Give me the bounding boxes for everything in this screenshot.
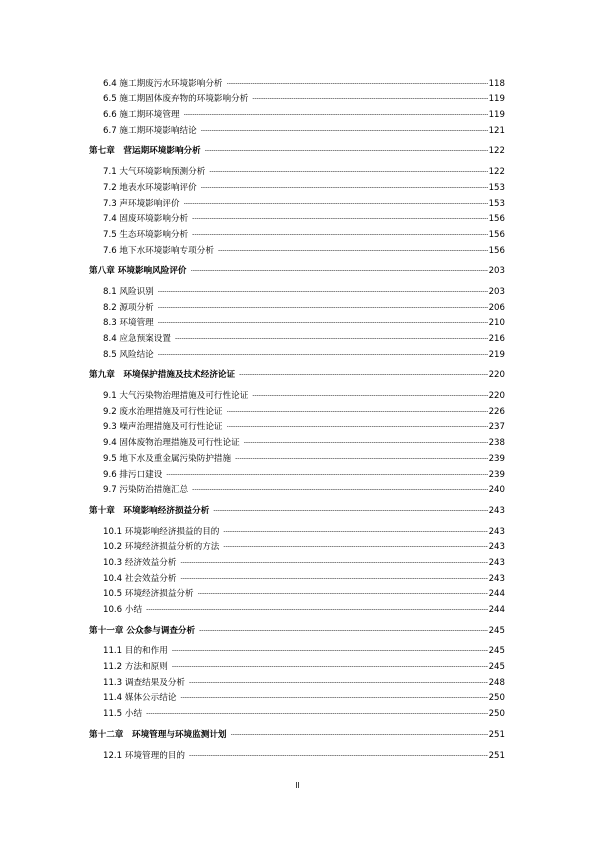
- toc-entry-page-number: 243: [488, 557, 505, 568]
- toc-entry-page-number: 244: [488, 589, 505, 600]
- toc-section-entry[interactable]: [89, 599, 505, 615]
- dot-leader: [192, 230, 487, 240]
- toc-entry-title: 第十章 环境影响经济损益分析: [89, 505, 210, 516]
- toc-entry-title: 8.3 环境管理: [103, 318, 154, 329]
- toc-entry-title: 9.5 地下水及重金属污染防护措施: [103, 453, 232, 464]
- toc-entry-title: 8.5 风险结论: [103, 349, 154, 360]
- toc-entry-title: 7.4 固废环境影响分析: [103, 214, 189, 225]
- toc-section-entry[interactable]: [89, 385, 505, 401]
- toc-entry-page-number: 251: [488, 750, 505, 761]
- dot-leader: [235, 454, 487, 464]
- toc-entry-page-number: 156: [488, 229, 505, 240]
- toc-entry-title: 9.1 大气污染物治理措施及可行性论证: [103, 391, 249, 402]
- toc-section-entry[interactable]: [89, 401, 505, 417]
- toc-entry-title: 8.2 源项分析: [103, 302, 154, 313]
- toc-entry-title: 9.3 噪声治理措施及可行性论证: [103, 422, 223, 433]
- toc-entry-title: 7.3 声环境影响评价: [103, 198, 180, 209]
- toc-entry-page-number: 156: [488, 245, 505, 256]
- dot-leader: [223, 542, 487, 552]
- toc-entry-title: 11.3 调查结果及分析: [103, 677, 186, 688]
- toc-entry-title: 8.1 风险识别: [103, 286, 154, 297]
- toc-section-entry[interactable]: [89, 240, 505, 256]
- toc-section-entry[interactable]: [89, 297, 505, 313]
- dot-leader: [201, 183, 488, 193]
- toc-section-entry[interactable]: [89, 161, 505, 177]
- toc-section-entry[interactable]: [89, 177, 505, 193]
- dot-leader: [231, 730, 488, 740]
- dot-leader: [239, 370, 487, 380]
- toc-chapter-entry[interactable]: [89, 500, 505, 516]
- toc-entry-page-number: 206: [488, 302, 505, 313]
- dot-leader: [166, 470, 487, 480]
- toc-entry-title: 11.2 方法和原则: [103, 662, 168, 673]
- toc-section-entry[interactable]: [89, 552, 505, 568]
- toc-entry-title: 11.4 媒体公示结论: [103, 693, 177, 704]
- toc-entry-title: 第十二章 环境管理与环境监测计划: [89, 729, 227, 740]
- toc-entry-title: 6.4 施工期废污水环境影响分析: [103, 78, 223, 89]
- dot-leader: [227, 79, 488, 89]
- toc-entry-page-number: 245: [488, 646, 505, 657]
- toc-section-entry[interactable]: [89, 745, 505, 761]
- toc-section-entry[interactable]: [89, 313, 505, 329]
- toc-entry-page-number: 250: [488, 693, 505, 704]
- toc-entry-page-number: 239: [488, 469, 505, 480]
- toc-section-entry[interactable]: [89, 464, 505, 480]
- toc-section-entry[interactable]: [89, 73, 505, 89]
- toc-section-entry[interactable]: [89, 344, 505, 360]
- toc-entry-page-number: 210: [488, 318, 505, 329]
- dot-leader: [192, 485, 487, 495]
- dot-leader: [213, 506, 487, 516]
- toc-entry-title: 10.1 环境影响经济损益的目的: [103, 526, 220, 537]
- toc-entry-title: 11.1 目的和作用: [103, 646, 168, 657]
- toc-chapter-entry[interactable]: [89, 620, 505, 636]
- toc-entry-title: 6.5 施工期固体废弃物的环境影响分析: [103, 94, 249, 105]
- dot-leader: [209, 167, 487, 177]
- dot-leader: [158, 287, 488, 297]
- toc-section-entry[interactable]: [89, 209, 505, 225]
- dot-leader: [180, 558, 487, 568]
- dot-leader: [223, 527, 487, 537]
- toc-entry-page-number: 119: [488, 110, 505, 121]
- toc-section-entry[interactable]: [89, 656, 505, 672]
- toc-entry-title: 7.6 地下水环境影响专项分析: [103, 245, 214, 256]
- toc-entry-page-number: 245: [488, 662, 505, 673]
- toc-entry-title: 12.1 环境管理的目的: [103, 750, 186, 761]
- toc-section-entry[interactable]: [89, 120, 505, 136]
- toc-section-entry[interactable]: [89, 480, 505, 496]
- toc-entry-page-number: 220: [488, 391, 505, 402]
- toc-section-entry[interactable]: [89, 281, 505, 297]
- dot-leader: [180, 574, 487, 584]
- toc-entry-title: 9.7 污染防治措施汇总: [103, 485, 189, 496]
- toc-section-entry[interactable]: [89, 328, 505, 344]
- toc-entry-page-number: 243: [488, 526, 505, 537]
- toc-entry-page-number: 226: [488, 406, 505, 417]
- dot-leader: [158, 318, 488, 328]
- dot-leader: [198, 589, 488, 599]
- toc-entry-page-number: 219: [488, 349, 505, 360]
- toc-section-entry[interactable]: [89, 104, 505, 120]
- toc-section-entry[interactable]: [89, 537, 505, 553]
- toc-entry-title: 10.3 经济效益分析: [103, 557, 177, 568]
- toc-section-entry[interactable]: [89, 568, 505, 584]
- toc-section-entry[interactable]: [89, 417, 505, 433]
- toc-entry-page-number: 237: [488, 422, 505, 433]
- toc-entry-page-number: 203: [488, 266, 505, 277]
- toc-section-entry[interactable]: [89, 703, 505, 719]
- toc-entry-page-number: 250: [488, 709, 505, 720]
- dot-leader: [189, 678, 488, 688]
- dot-leader: [146, 605, 488, 615]
- toc-section-entry[interactable]: [89, 688, 505, 704]
- toc-section-entry[interactable]: [89, 448, 505, 464]
- toc-entry-page-number: 220: [488, 370, 505, 381]
- toc-entry-title: 10.2 环境经济损益分析的方法: [103, 542, 220, 553]
- dot-leader: [227, 422, 488, 432]
- toc-entry-title: 第八章 环境影响风险评价: [89, 266, 187, 277]
- dot-leader: [201, 126, 488, 136]
- toc-entry-page-number: 153: [488, 182, 505, 193]
- toc-entry-page-number: 238: [488, 438, 505, 449]
- dot-leader: [158, 350, 488, 360]
- dot-leader: [172, 662, 488, 672]
- toc-section-entry[interactable]: [89, 224, 505, 240]
- toc-section-entry[interactable]: [89, 193, 505, 209]
- toc-entry-title: 9.6 排污口建设: [103, 469, 163, 480]
- toc-entry-title: 11.5 小结: [103, 709, 143, 720]
- toc-section-entry[interactable]: [89, 641, 505, 657]
- dot-leader: [180, 693, 487, 703]
- toc-entry-title: 10.6 小结: [103, 605, 143, 615]
- toc-entry-title: 10.4 社会效益分析: [103, 573, 177, 584]
- toc-entry-page-number: 240: [488, 485, 505, 496]
- toc-chapter-entry[interactable]: [89, 365, 505, 381]
- dot-leader: [244, 438, 488, 448]
- dot-leader: [146, 709, 488, 719]
- dot-leader: [192, 214, 487, 224]
- toc-entry-page-number: 121: [488, 125, 505, 136]
- toc-entry-title: 第七章 营运期环境影响分析: [89, 146, 201, 157]
- toc-entry-page-number: 245: [488, 625, 505, 636]
- page-number: II: [295, 781, 300, 790]
- toc-section-entry[interactable]: [89, 672, 505, 688]
- toc-entry-page-number: 239: [488, 453, 505, 464]
- toc-entry-title: 6.7 施工期环境影响结论: [103, 125, 197, 136]
- toc-entry-title: 7.1 大气环境影响预测分析: [103, 167, 206, 178]
- toc-chapter-entry[interactable]: [89, 724, 505, 740]
- dot-leader: [175, 334, 488, 344]
- toc-entry-title: 7.5 生态环境影响分析: [103, 229, 189, 240]
- toc-entry-page-number: 251: [488, 729, 505, 740]
- toc-section-entry[interactable]: [89, 584, 505, 600]
- toc-chapter-entry[interactable]: [89, 261, 505, 277]
- dot-leader: [205, 146, 488, 156]
- toc-entry-page-number: 156: [488, 214, 505, 225]
- dot-leader: [184, 199, 488, 209]
- dot-leader: [172, 646, 488, 656]
- toc-entry-page-number: 118: [488, 78, 505, 89]
- dot-leader: [158, 303, 488, 313]
- toc-entry-page-number: 244: [488, 605, 505, 615]
- toc-entry-page-number: 243: [488, 542, 505, 553]
- toc-entry-page-number: 153: [488, 198, 505, 209]
- toc-entry-page-number: 216: [488, 334, 505, 344]
- dot-leader: [191, 266, 488, 276]
- toc-chapter-entry[interactable]: [89, 141, 505, 157]
- toc-entry-title: 6.6 施工期环境管理: [103, 110, 180, 121]
- toc-entry-page-number: 203: [488, 286, 505, 297]
- dot-leader: [199, 626, 487, 636]
- table-of-contents: [89, 73, 505, 761]
- toc-entry-title: 10.5 环境经济损益分析: [103, 589, 194, 600]
- toc-entry-page-number: 119: [488, 94, 505, 105]
- dot-leader: [218, 246, 488, 256]
- toc-entry-title: 7.2 地表水环境影响评价: [103, 182, 197, 193]
- toc-entry-title: 第十一章 公众参与调查分析: [89, 625, 196, 636]
- toc-section-entry[interactable]: [89, 432, 505, 448]
- toc-section-entry[interactable]: [89, 89, 505, 105]
- toc-entry-title: 第九章 环境保护措施及技术经济论证: [89, 370, 236, 381]
- toc-entry-page-number: 122: [488, 167, 505, 178]
- toc-entry-page-number: 122: [488, 146, 505, 157]
- toc-entry-page-number: 248: [488, 677, 505, 688]
- toc-entry-title: 9.4 固体废物治理措施及可行性论证: [103, 438, 240, 449]
- toc-section-entry[interactable]: [89, 521, 505, 537]
- dot-leader: [252, 94, 487, 104]
- dot-leader: [184, 110, 488, 120]
- toc-entry-page-number: 243: [488, 505, 505, 516]
- toc-entry-page-number: 243: [488, 573, 505, 584]
- dot-leader: [227, 407, 488, 417]
- dot-leader: [189, 751, 488, 761]
- dot-leader: [252, 391, 487, 401]
- toc-entry-title: 8.4 应急预案设置: [103, 334, 171, 344]
- toc-entry-title: 9.2 废水治理措施及可行性论证: [103, 406, 223, 417]
